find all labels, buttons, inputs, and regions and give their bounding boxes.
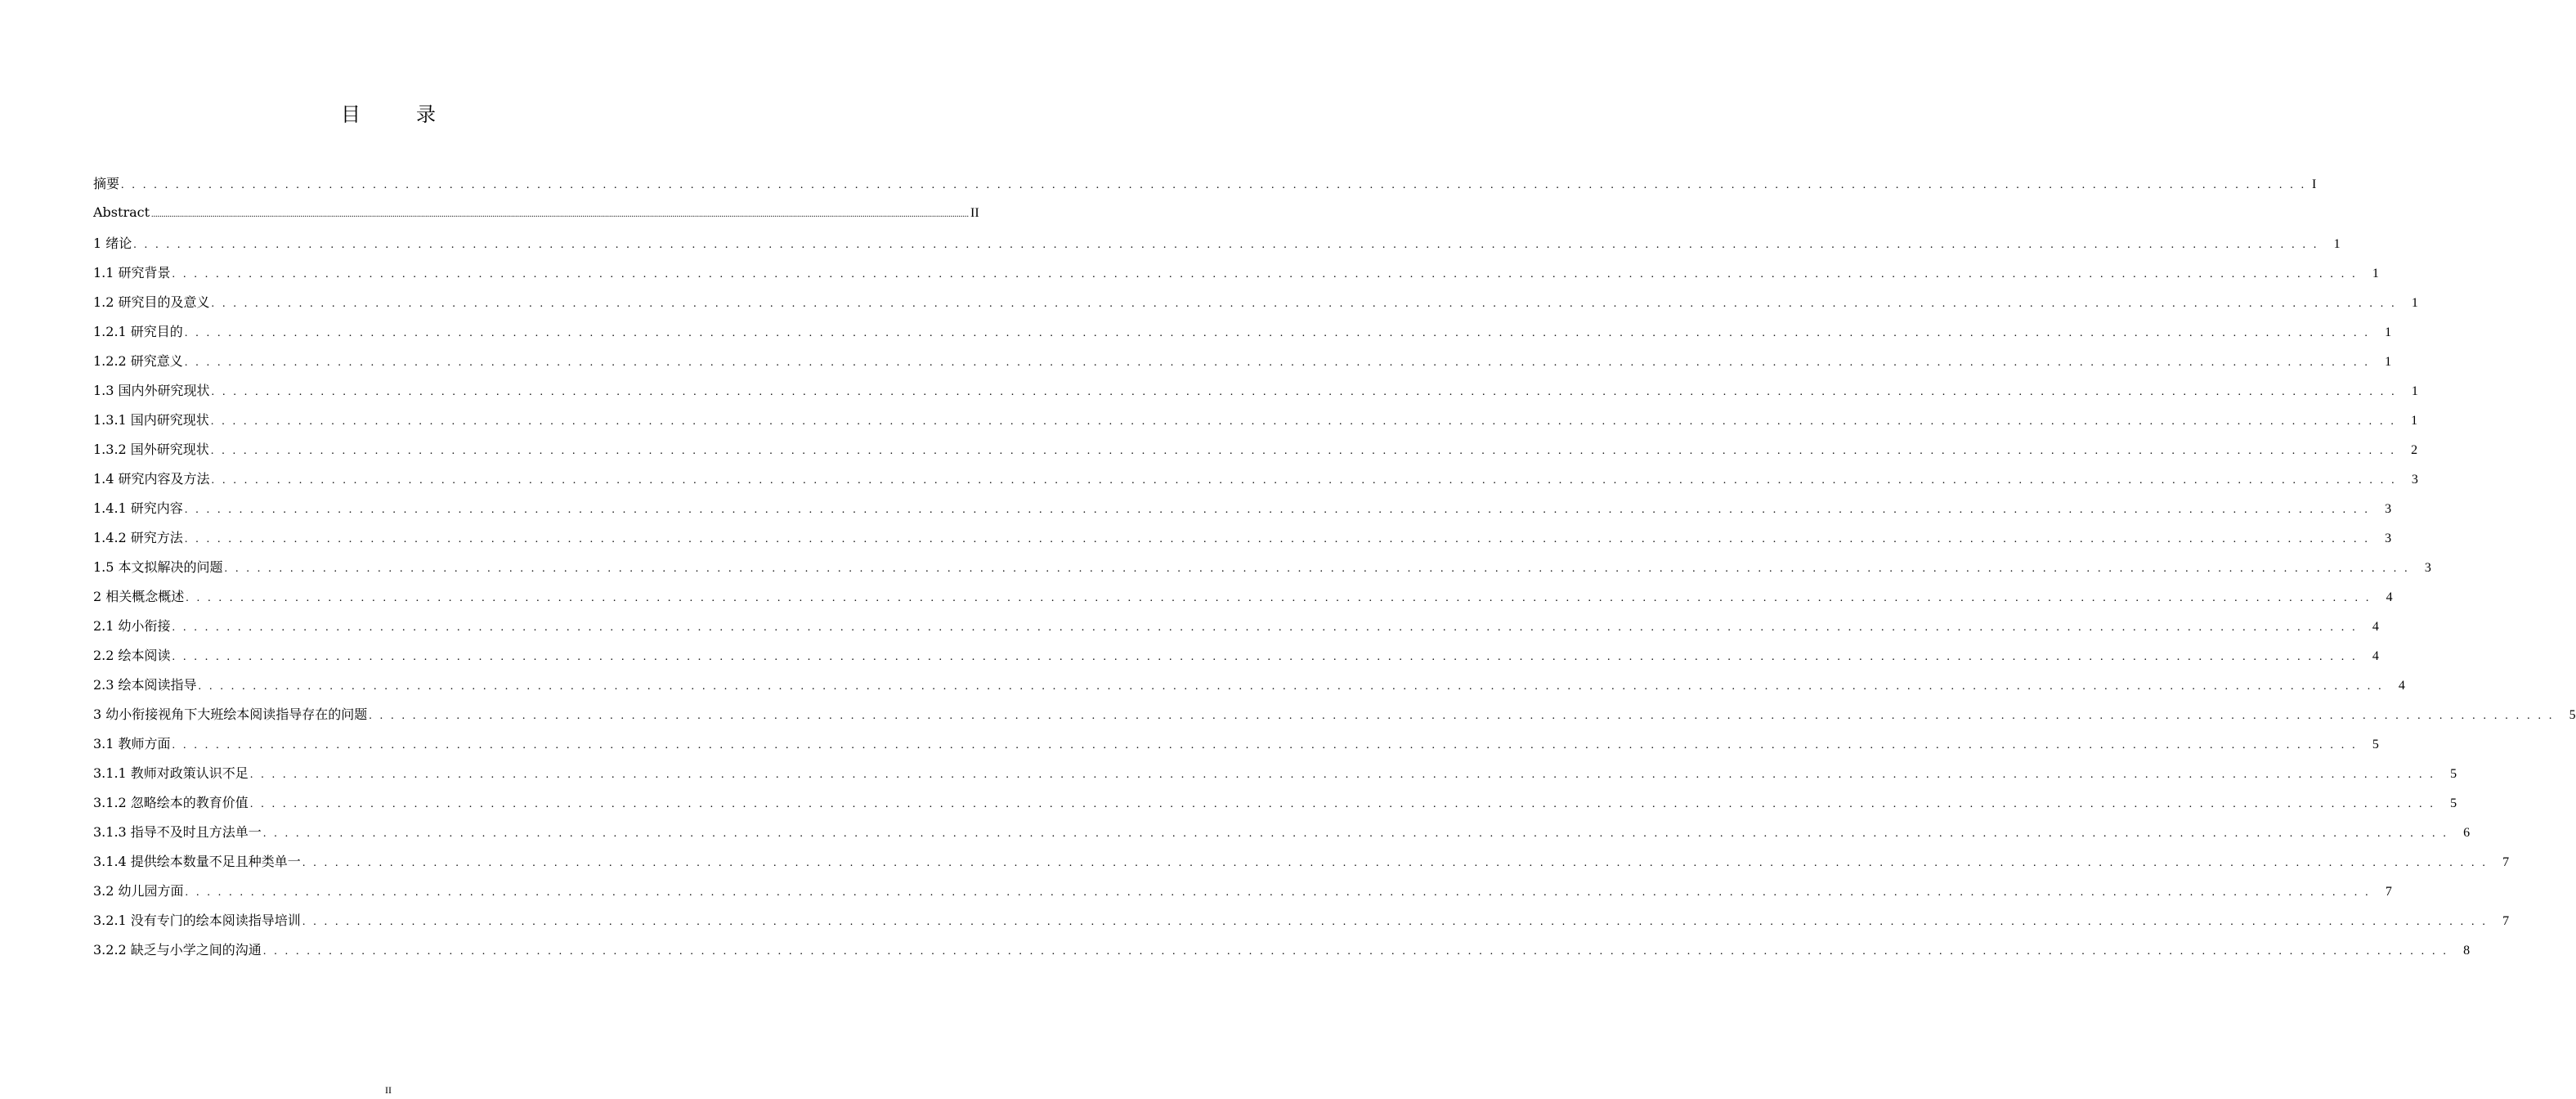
toc-entry-label: 3.1.3 指导不及时且方法单一 [93,824,262,840]
toc-entry-page: 3 [2385,502,2392,516]
toc-dot-leader: . . . . . . . . . . . . . . . . . . . . . . . . . . . . . . . . . . . . . . . . . . . . . . . . . . . . . . . . . . . . . . . . . . . . . . . . . . . . . . . . . . . . . . . . . . . . . . . . . . . . . . . . . . . . . . . . . . . . . . . . . . . . . . . . . . . . . . . . . . . . . . . . . . . . . . . . . . . . . . . . . . . . . . . . . . . . . . . . . . . . . . . . . . . . . . . . . . . . . . . . [185,886,2371,899]
toc-entry-page: 7 [2502,855,2510,869]
toc-dot-leader: ................................................................................................................................................................................................................................................................................................................................................................................................................ [151,210,970,219]
toc-entry-label: 3.2.2 缺乏与小学之间的沟通 [93,942,262,958]
toc-entry-label: 2.3 绘本阅读指导 [93,677,197,693]
toc-dot-leader: . . . . . . . . . . . . . . . . . . . . . . . . . . . . . . . . . . . . . . . . . . . . . . . . . . . . . . . . . . . . . . . . . . . . . . . . . . . . . . . . . . . . . . . . . . . . . . . . . . . . . . . . . . . . . . . . . . . . . . . . . . . . . . . . . . . . . . . . . . . . . . . . . . . . . . . . . . . . . . . . . . . . . . . . . . . . . . . . . . . . . . . . . . . . . . . . . . . . . . . . [172,651,2358,663]
toc-entry-page: 1 [2333,237,2341,251]
toc-entry-page: 6 [2463,826,2471,840]
toc-entry-label: 1 绪论 [93,236,132,251]
toc-entry-label: 1.3.2 国外研究现状 [93,442,209,457]
toc-entry-label: 3 幼小衔接视角下大班绘本阅读指导存在的问题 [93,706,368,722]
toc-dot-leader: . . . . . . . . . . . . . . . . . . . . . . . . . . . . . . . . . . . . . . . . . . . . . . . . . . . . . . . . . . . . . . . . . . . . . . . . . . . . . . . . . . . . . . . . . . . . . . . . . . . . . . . . . . . . . . . . . . . . . . . . . . . . . . . . . . . . . . . . . . . . . . . . . . . . . . . . . . . . . . . . . . . . . . . . . . . . . . . . . . . . . . . . . . . . . . . . . . . . . . . . [186,592,2372,604]
toc-entry[interactable] [93,172,2317,196]
page-number-footer: II [385,1084,392,1096]
toc-dot-leader: . . . . . . . . . . . . . . . . . . . . . . . . . . . . . . . . . . . . . . . . . . . . . . . . . . . . . . . . . . . . . . . . . . . . . . . . . . . . . . . . . . . . . . . . . . . . . . . . . . . . . . . . . . . . . . . . . . . . . . . . . . . . . . . . . . . . . . . . . . . . . . . . . . . . . . . . . . . . . . . . . . . . . . . . . . . . . . . . . . . . . . . . . . . . . . . . . . . . . . . . [133,239,2319,251]
toc-dot-leader: . . . . . . . . . . . . . . . . . . . . . . . . . . . . . . . . . . . . . . . . . . . . . . . . . . . . . . . . . . . . . . . . . . . . . . . . . . . . . . . . . . . . . . . . . . . . . . . . . . . . . . . . . . . . . . . . . . . . . . . . . . . . . . . . . . . . . . . . . . . . . . . . . . . . . . . . . . . . . . . . . . . . . . . . . . . . . . . . . . . . . . . . . . . . . . . . . . . . . . . . [210,445,2397,457]
toc-entry-label: 2.2 绘本阅读 [93,648,171,663]
toc-entry[interactable] [93,229,2341,258]
toc-dot-leader: . . . . . . . . . . . . . . . . . . . . . . . . . . . . . . . . . . . . . . . . . . . . . . . . . . . . . . . . . . . . . . . . . . . . . . . . . . . . . . . . . . . . . . . . . . . . . . . . . . . . . . . . . . . . . . . . . . . . . . . . . . . . . . . . . . . . . . . . . . . . . . . . . . . . . . . . . . . . . . . . . . . . . . . . . . . . . . . . . . . . . . . . . . . . . . . . . . . . . . . . [184,533,2371,545]
toc-entry[interactable] [93,729,2379,759]
toc-entry-label: 3.1.2 忽略绘本的教育价值 [93,795,249,810]
toc-entry-page: 1 [2411,414,2418,428]
toc-entry[interactable] [93,317,2392,347]
toc-dot-leader: . . . . . . . . . . . . . . . . . . . . . . . . . . . . . . . . . . . . . . . . . . . . . . . . . . . . . . . . . . . . . . . . . . . . . . . . . . . . . . . . . . . . . . . . . . . . . . . . . . . . . . . . . . . . . . . . . . . . . . . . . . . . . . . . . . . . . . . . . . . . . . . . . . . . . . . . . . . . . . . . . . . . . . . . . . . . . . . . . . . . . . . . . . . . . . . . . . . . . . . . [211,298,2397,310]
toc-dot-leader: . . . . . . . . . . . . . . . . . . . . . . . . . . . . . . . . . . . . . . . . . . . . . . . . . . . . . . . . . . . . . . . . . . . . . . . . . . . . . . . . . . . . . . . . . . . . . . . . . . . . . . . . . . . . . . . . . . . . . . . . . . . . . . . . . . . . . . . . . . . . . . . . . . . . . . . . . . . . . . . . . . . . . . . . . . . . . . . . . . . . . . . . . . . . . . . . . . . . . . . . [249,798,2436,810]
toc-entry-page: 4 [2386,590,2393,604]
toc-entry-page: 1 [2372,267,2379,280]
toc-entry[interactable] [93,553,2431,582]
toc-entry-label: 1.5 本文拟解决的问题 [93,559,223,575]
toc-entry[interactable] [93,406,2418,435]
toc-dot-leader: . . . . . . . . . . . . . . . . . . . . . . . . . . . . . . . . . . . . . . . . . . . . . . . . . . . . . . . . . . . . . . . . . . . . . . . . . . . . . . . . . . . . . . . . . . . . . . . . . . . . . . . . . . . . . . . . . . . . . . . . . . . . . . . . . . . . . . . . . . . . . . . . . . . . . . . . . . . . . . . . . . . . . . . . . . . . . . . . . . . . . . . . . . . . . . . . . . . . . . . . [184,357,2371,369]
toc-entry-label: 1.4 研究内容及方法 [93,471,210,487]
toc-entry[interactable] [93,258,2379,288]
toc-entry[interactable] [93,523,2392,553]
toc-entry-label: 2 相关概念概述 [93,589,185,604]
toc-entry[interactable] [93,582,2393,612]
toc-dot-leader: . . . . . . . . . . . . . . . . . . . . . . . . . . . . . . . . . . . . . . . . . . . . . . . . . . . . . . . . . . . . . . . . . . . . . . . . . . . . . . . . . . . . . . . . . . . . . . . . . . . . . . . . . . . . . . . . . . . . . . . . . . . . . . . . . . . . . . . . . . . . . . . . . . . . . . . . . . . . . . . . . . . . . . . . . . . . . . . . . . . . . . . . . . . . . . . . . . . . . . . . [369,710,2555,722]
toc-entry[interactable] [93,435,2418,464]
toc-entry-label: 3.2 幼儿园方面 [93,883,184,899]
toc-dot-leader: . . . . . . . . . . . . . . . . . . . . . . . . . . . . . . . . . . . . . . . . . . . . . . . . . . . . . . . . . . . . . . . . . . . . . . . . . . . . . . . . . . . . . . . . . . . . . . . . . . . . . . . . . . . . . . . . . . . . . . . . . . . . . . . . . . . . . . . . . . . . . . . . . . . . . . . . . . . . . . . . . . . . . . . . . . . . . . . . . . . . . . . . . . . . . . . . . . . . . . . . [262,945,2449,958]
toc-entry-page: 7 [2502,914,2510,928]
toc-entry[interactable] [93,935,2471,965]
toc-entry-label: 3.1.1 教师对政策认识不足 [93,765,249,781]
toc-entry[interactable] [93,464,2418,494]
toc-dot-leader: . . . . . . . . . . . . . . . . . . . . . . . . . . . . . . . . . . . . . . . . . . . . . . . . . . . . . . . . . . . . . . . . . . . . . . . . . . . . . . . . . . . . . . . . . . . . . . . . . . . . . . . . . . . . . . . . . . . . . . . . . . . . . . . . . . . . . . . . . . . . . . . . . . . . . . . . . . . . . . . . . . . . . . . . . . . . . . . . . . . . . . . . . . . . . . . . . . . . . . . . [262,828,2449,840]
toc-dot-leader: . . . . . . . . . . . . . . . . . . . . . . . . . . . . . . . . . . . . . . . . . . . . . . . . . . . . . . . . . . . . . . . . . . . . . . . . . . . . . . . . . . . . . . . . . . . . . . . . . . . . . . . . . . . . . . . . . . . . . . . . . . . . . . . . . . . . . . . . . . . . . . . . . . . . . . . . . . . . . . . . . . . . . . . . . . . . . . . . . . . . . . . . . . . . . . . . . . . . . . . . [184,504,2371,516]
toc-dot-leader: . . . . . . . . . . . . . . . . . . . . . . . . . . . . . . . . . . . . . . . . . . . . . . . . . . . . . . . . . . . . . . . . . . . . . . . . . . . . . . . . . . . . . . . . . . . . . . . . . . . . . . . . . . . . . . . . . . . . . . . . . . . . . . . . . . . . . . . . . . . . . . . . . . . . . . . . . . . . . . . . . . . . . . . . . . . . . . . . . . . . . . . . . . . . . . . . . . . . . . . . [121,179,2307,191]
toc-entry-label: 1.4.2 研究方法 [93,530,183,545]
toc-entry[interactable] [93,612,2379,641]
toc-entry-page: 5 [2450,796,2457,810]
toc-dot-leader: . . . . . . . . . . . . . . . . . . . . . . . . . . . . . . . . . . . . . . . . . . . . . . . . . . . . . . . . . . . . . . . . . . . . . . . . . . . . . . . . . . . . . . . . . . . . . . . . . . . . . . . . . . . . . . . . . . . . . . . . . . . . . . . . . . . . . . . . . . . . . . . . . . . . . . . . . . . . . . . . . . . . . . . . . . . . . . . . . . . . . . . . . . . . . . . . . . . . . . . . [224,563,2410,575]
toc-entry[interactable] [93,671,2405,700]
toc-entry-page: 5 [2372,738,2379,751]
toc-entry-label: 2.1 幼小衔接 [93,618,171,634]
toc-entry-label: Abstract [93,204,150,220]
toc-dot-leader: . . . . . . . . . . . . . . . . . . . . . . . . . . . . . . . . . . . . . . . . . . . . . . . . . . . . . . . . . . . . . . . . . . . . . . . . . . . . . . . . . . . . . . . . . . . . . . . . . . . . . . . . . . . . . . . . . . . . . . . . . . . . . . . . . . . . . . . . . . . . . . . . . . . . . . . . . . . . . . . . . . . . . . . . . . . . . . . . . . . . . . . . . . . . . . . . . . . . . . . . [302,857,2489,869]
toc-entry-page: 7 [2385,885,2392,899]
toc-entry-label: 3.1 教师方面 [93,736,171,751]
toc-dot-leader: . . . . . . . . . . . . . . . . . . . . . . . . . . . . . . . . . . . . . . . . . . . . . . . . . . . . . . . . . . . . . . . . . . . . . . . . . . . . . . . . . . . . . . . . . . . . . . . . . . . . . . . . . . . . . . . . . . . . . . . . . . . . . . . . . . . . . . . . . . . . . . . . . . . . . . . . . . . . . . . . . . . . . . . . . . . . . . . . . . . . . . . . . . . . . . . . . . . . . . . . [211,474,2397,487]
toc-dot-leader: . . . . . . . . . . . . . . . . . . . . . . . . . . . . . . . . . . . . . . . . . . . . . . . . . . . . . . . . . . . . . . . . . . . . . . . . . . . . . . . . . . . . . . . . . . . . . . . . . . . . . . . . . . . . . . . . . . . . . . . . . . . . . . . . . . . . . . . . . . . . . . . . . . . . . . . . . . . . . . . . . . . . . . . . . . . . . . . . . . . . . . . . . . . . . . . . . . . . . . . . [184,327,2371,339]
toc-dot-leader: . . . . . . . . . . . . . . . . . . . . . . . . . . . . . . . . . . . . . . . . . . . . . . . . . . . . . . . . . . . . . . . . . . . . . . . . . . . . . . . . . . . . . . . . . . . . . . . . . . . . . . . . . . . . . . . . . . . . . . . . . . . . . . . . . . . . . . . . . . . . . . . . . . . . . . . . . . . . . . . . . . . . . . . . . . . . . . . . . . . . . . . . . . . . . . . . . . . . . . . . [210,415,2397,428]
toc-entry-label: 1.2 研究目的及意义 [93,294,210,310]
toc-entry-label: 1.2.2 研究意义 [93,353,183,369]
toc-entry-page: 1 [2385,325,2392,339]
toc-entry[interactable] [93,700,2576,729]
page-title: 目 录 [341,103,454,126]
toc-entry[interactable] [93,376,2418,406]
toc-entry-label: 摘要 [93,176,120,191]
toc-entry-page: II [970,206,979,220]
toc-entry[interactable] [93,288,2418,317]
toc-entry-label: 3.2.1 没有专门的绘本阅读指导培训 [93,913,301,928]
toc-entry[interactable] [93,759,2457,788]
toc-entry-page: 5 [2450,767,2457,781]
toc-entry-page: I [2312,177,2317,191]
toc-entry-label: 1.2.1 研究目的 [93,324,183,339]
toc-entry[interactable] [93,906,2510,935]
toc-entry[interactable] [93,347,2392,376]
toc-entry-page: 5 [2569,708,2576,722]
toc-entry-page: 3 [2385,532,2392,545]
toc-entry[interactable] [93,847,2510,877]
toc-entry-page: 3 [2424,561,2431,575]
toc-entry-page: 1 [2385,355,2392,369]
toc-entry-label: 1.3 国内外研究现状 [93,383,210,398]
toc-entry-page: 1 [2411,296,2418,310]
toc-entry-label: 1.3.1 国内研究现状 [93,412,209,428]
toc-entry[interactable] [93,877,2392,906]
toc-entry-label: 1.4.1 研究内容 [93,500,183,516]
toc-dot-leader: . . . . . . . . . . . . . . . . . . . . . . . . . . . . . . . . . . . . . . . . . . . . . . . . . . . . . . . . . . . . . . . . . . . . . . . . . . . . . . . . . . . . . . . . . . . . . . . . . . . . . . . . . . . . . . . . . . . . . . . . . . . . . . . . . . . . . . . . . . . . . . . . . . . . . . . . . . . . . . . . . . . . . . . . . . . . . . . . . . . . . . . . . . . . . . . . . . . . . . . . [172,268,2358,280]
toc-dot-leader: . . . . . . . . . . . . . . . . . . . . . . . . . . . . . . . . . . . . . . . . . . . . . . . . . . . . . . . . . . . . . . . . . . . . . . . . . . . . . . . . . . . . . . . . . . . . . . . . . . . . . . . . . . . . . . . . . . . . . . . . . . . . . . . . . . . . . . . . . . . . . . . . . . . . . . . . . . . . . . . . . . . . . . . . . . . . . . . . . . . . . . . . . . . . . . . . . . . . . . . . [172,739,2358,751]
toc-entry-page: 4 [2372,620,2379,634]
toc-entry[interactable] [93,641,2379,671]
toc-dot-leader: . . . . . . . . . . . . . . . . . . . . . . . . . . . . . . . . . . . . . . . . . . . . . . . . . . . . . . . . . . . . . . . . . . . . . . . . . . . . . . . . . . . . . . . . . . . . . . . . . . . . . . . . . . . . . . . . . . . . . . . . . . . . . . . . . . . . . . . . . . . . . . . . . . . . . . . . . . . . . . . . . . . . . . . . . . . . . . . . . . . . . . . . . . . . . . . . . . . . . . . . [249,769,2436,781]
toc-entry-page: 8 [2463,944,2471,958]
table-of-contents [93,172,2576,965]
toc-entry[interactable] [93,494,2392,523]
toc-dot-leader: . . . . . . . . . . . . . . . . . . . . . . . . . . . . . . . . . . . . . . . . . . . . . . . . . . . . . . . . . . . . . . . . . . . . . . . . . . . . . . . . . . . . . . . . . . . . . . . . . . . . . . . . . . . . . . . . . . . . . . . . . . . . . . . . . . . . . . . . . . . . . . . . . . . . . . . . . . . . . . . . . . . . . . . . . . . . . . . . . . . . . . . . . . . . . . . . . . . . . . . . [302,916,2489,928]
toc-dot-leader: . . . . . . . . . . . . . . . . . . . . . . . . . . . . . . . . . . . . . . . . . . . . . . . . . . . . . . . . . . . . . . . . . . . . . . . . . . . . . . . . . . . . . . . . . . . . . . . . . . . . . . . . . . . . . . . . . . . . . . . . . . . . . . . . . . . . . . . . . . . . . . . . . . . . . . . . . . . . . . . . . . . . . . . . . . . . . . . . . . . . . . . . . . . . . . . . . . . . . . . . [198,680,2384,693]
toc-entry[interactable] [93,788,2457,818]
toc-entry-page: 4 [2372,649,2379,663]
toc-entry-page: 3 [2411,473,2418,487]
toc-entry[interactable] [93,818,2471,847]
toc-entry-label: 1.1 研究背景 [93,265,171,280]
toc-entry[interactable] [93,196,979,229]
toc-entry-page: 2 [2411,443,2418,457]
toc-entry-page: 1 [2411,384,2418,398]
toc-entry-page: 4 [2398,679,2405,693]
toc-dot-leader: . . . . . . . . . . . . . . . . . . . . . . . . . . . . . . . . . . . . . . . . . . . . . . . . . . . . . . . . . . . . . . . . . . . . . . . . . . . . . . . . . . . . . . . . . . . . . . . . . . . . . . . . . . . . . . . . . . . . . . . . . . . . . . . . . . . . . . . . . . . . . . . . . . . . . . . . . . . . . . . . . . . . . . . . . . . . . . . . . . . . . . . . . . . . . . . . . . . . . . . . [211,386,2397,398]
toc-entry-label: 3.1.4 提供绘本数量不足且种类单一 [93,854,301,869]
toc-dot-leader: . . . . . . . . . . . . . . . . . . . . . . . . . . . . . . . . . . . . . . . . . . . . . . . . . . . . . . . . . . . . . . . . . . . . . . . . . . . . . . . . . . . . . . . . . . . . . . . . . . . . . . . . . . . . . . . . . . . . . . . . . . . . . . . . . . . . . . . . . . . . . . . . . . . . . . . . . . . . . . . . . . . . . . . . . . . . . . . . . . . . . . . . . . . . . . . . . . . . . . . . [172,621,2358,634]
